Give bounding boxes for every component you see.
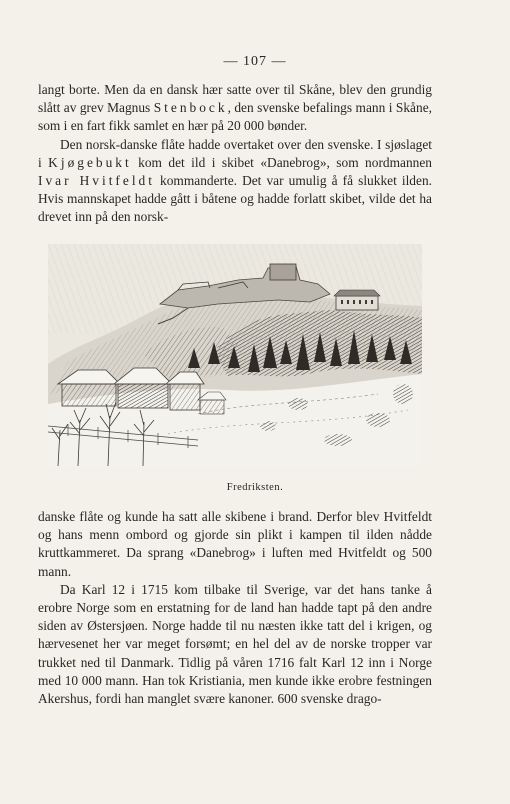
figure-caption: Fredriksten. bbox=[226, 482, 284, 493]
text-run: kommanderte. Det var umulig å få slukket ilden. Hvis mannskapet hadde gått i båtene og hadde forlatt skibet, vilde det ha drevet inn på den norsk- bbox=[38, 173, 432, 225]
person-name: Stenbock bbox=[153, 100, 228, 116]
paragraph bbox=[38, 81, 432, 136]
person-name: Ivar Hvitfeldt bbox=[38, 173, 155, 189]
paragraph: Da Karl 12 i 1715 kom tilbake til Sverige, var det hans tanke å erobre Norge som en erstatning for de land han hadde tapt på den andre siden av Østersjøen. Norge hadde til nu næsten ikke tatt del i krigen, og hærvesenet her var meget forsømt; en hel del av de norske tropper var trukket ned til Danmark. Tidlig på våren 1716 falt Karl 12 inn i Norge med 10 000 mann. Han tok Kristiania, men kunde ikke erobre festningen Akershus, fordi han manglet svære kanoner. 600 svenske drago- bbox=[38, 581, 432, 707]
text-run: Den norsk-danske flåte hadde overtaket over den svenske. I sjøslaget i bbox=[38, 136, 432, 170]
paragraph: danske flåte og kunde ha satt alle skibene i brand. Derfor blev Hvitfeldt og hans menn ombord og gjorde sin plikt i kampen til ilden nådde kruttkammeret. Da sprang «Danebrog» i luften med Hvitfeldt og 500 mann. bbox=[38, 509, 432, 579]
fortress-engraving-illustration bbox=[48, 244, 422, 466]
text-run: langt borte. Men da en dansk hær satte over til Skåne, blev den grundig slått av grev Magnus bbox=[38, 82, 432, 116]
place-name: Kjøgebukt bbox=[48, 154, 132, 170]
bottom-text-block bbox=[38, 508, 432, 708]
text-run: kom det ild i skibet «Danebrog», som nordmannen bbox=[131, 154, 432, 170]
text-run: , den svenske befalings mann i Skåne, som i en fart fikk samlet en hær på 20 000 bønder. bbox=[38, 100, 432, 134]
barracks-building bbox=[334, 290, 380, 310]
page-number: — 107 — bbox=[223, 54, 287, 69]
paragraph bbox=[38, 136, 432, 227]
top-text-block bbox=[38, 81, 432, 227]
